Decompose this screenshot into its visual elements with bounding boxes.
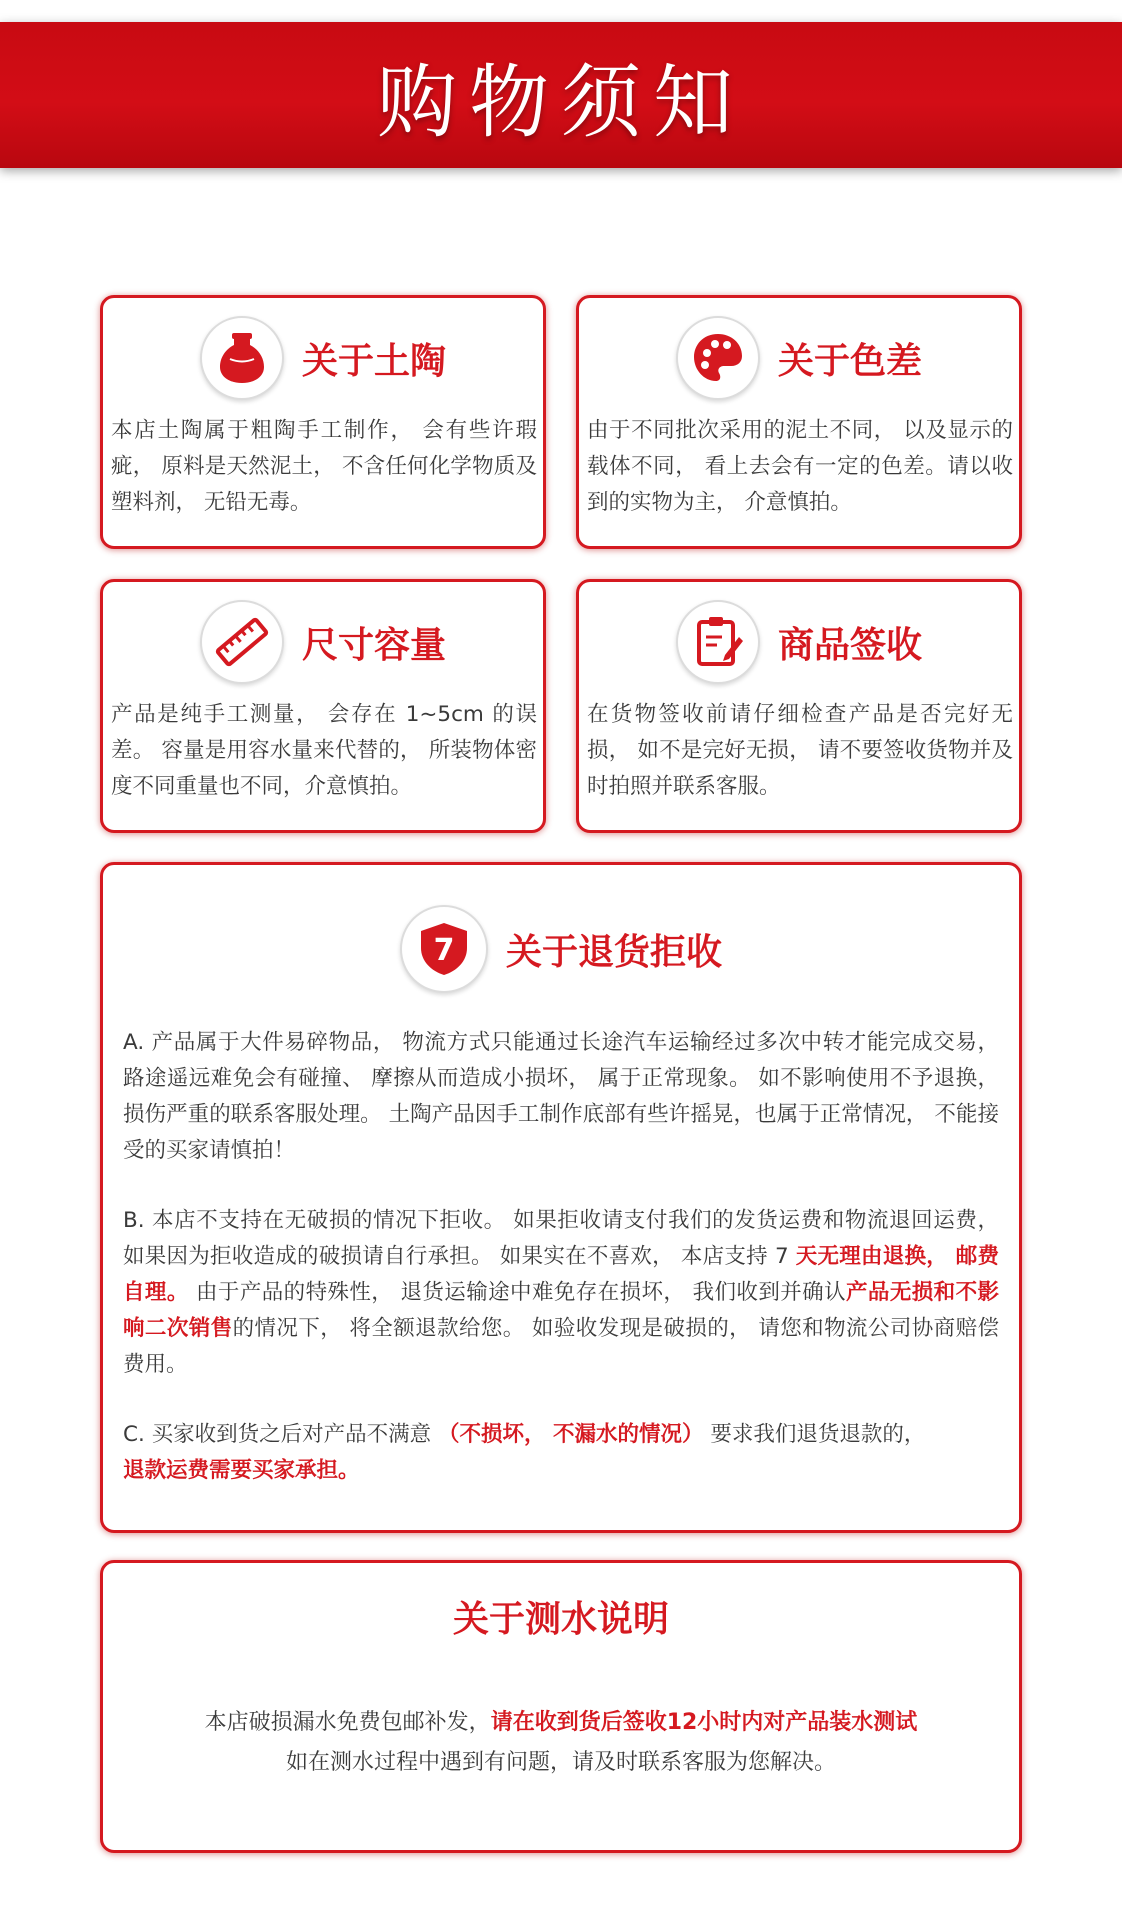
return-paragraph-b (123, 1203, 999, 1383)
text-segment: 如在测水过程中遇到有问题，请及时联系客服为您解决。 (285, 1750, 836, 1775)
card-size-capacity (100, 579, 546, 833)
shield-badge-number: 7 (433, 933, 455, 968)
card-title: 关于测水说明 (452, 1599, 669, 1640)
return-paragraph-c (123, 1417, 999, 1489)
card-goods-receipt (576, 579, 1022, 833)
page-title: 购物须知 (377, 55, 745, 149)
card-text: 产品是纯手工测量， 会存在 1~5cm 的误差。 容量是用容水量来代替的， 所装物体密度不同重量也不同，介意慎拍。 (111, 702, 537, 799)
card-title: 尺寸容量 (301, 624, 446, 666)
palette-icon (676, 316, 760, 400)
text-segment: 由于产品的特殊性， 退货运输途中难免存在损坏， 我们收到并确认 (188, 1280, 846, 1305)
text-segment: 的情况下， 将全额退款给您。 如验收发现是破损的， 请您和物流公司协商赔偿费用。 (123, 1316, 999, 1377)
highlight-text: 天无理由退换， 邮费自理。 (123, 1244, 999, 1305)
card-header (103, 316, 543, 400)
card-header (103, 905, 1019, 993)
card-title: 关于退货拒收 (505, 931, 722, 973)
card-title: 关于色差 (777, 340, 922, 382)
card-about-color (576, 295, 1022, 549)
return-paragraph-a: A. 产品属于大件易碎物品， 物流方式只能通过长途汽车运输经过多次中转才能完成交易， 路途遥远难免会有碰撞、 摩擦从而造成小损坏， 属于正常现象。 如不影响使用不予退换， 损伤严重的联系客服处理。 土陶产品因手工制作底部有些许摇晃，也属于正常情况， 不能接受的买家请慎拍！ (123, 1030, 999, 1163)
card-text: 由于不同批次采用的泥土不同， 以及显示的载体不同， 看上去会有一定的色差。请以收到的实物为主， 介意慎拍。 (587, 418, 1013, 515)
card-header (103, 600, 543, 684)
text-segment: B. 本店不支持在无破损的情况下拒收。 如果拒收请支付我们的发货运费和物流退回运费， 如果因为拒收造成的破损请自行承担。 如果实在不喜欢， 本店支持 7 (123, 1208, 999, 1269)
header-banner (0, 22, 1122, 168)
card-water-test (100, 1560, 1022, 1853)
clay-pot-icon (200, 316, 284, 400)
text-segment: 本店破损漏水免费包邮补发， (204, 1710, 491, 1735)
highlight-text: 退款运费需要买家承担。 (123, 1458, 360, 1483)
ruler-icon (200, 600, 284, 684)
card-about-clay (100, 295, 546, 549)
text-segment: 要求我们退货退款的， (703, 1422, 926, 1447)
card-title: 商品签收 (777, 624, 922, 666)
card-header (579, 600, 1019, 684)
text-segment: C. 买家收到货之后对产品不满意 (123, 1422, 439, 1447)
card-text: 在货物签收前请仔细检查产品是否完好无损， 如不是完好无损， 请不要签收货物并及时拍照并联系客服。 (587, 702, 1013, 799)
highlight-text: 产品无损和不影响二次销售 (123, 1280, 999, 1341)
card-header (579, 316, 1019, 400)
highlight-text: （不损坏， 不漏水的情况） (438, 1422, 704, 1447)
card-text: 本店土陶属于粗陶手工制作， 会有些许瑕疵， 原料是天然泥土， 不含任何化学物质及塑料剂， 无铅无毒。 (111, 418, 537, 515)
shield-icon (400, 905, 488, 993)
clipboard-icon (676, 600, 760, 684)
card-returns (100, 862, 1022, 1533)
highlight-text: 请在收到货后签收12小时内对产品装水测试 (490, 1710, 918, 1735)
card-title: 关于土陶 (301, 340, 446, 382)
water-test-text (113, 1703, 1009, 1783)
